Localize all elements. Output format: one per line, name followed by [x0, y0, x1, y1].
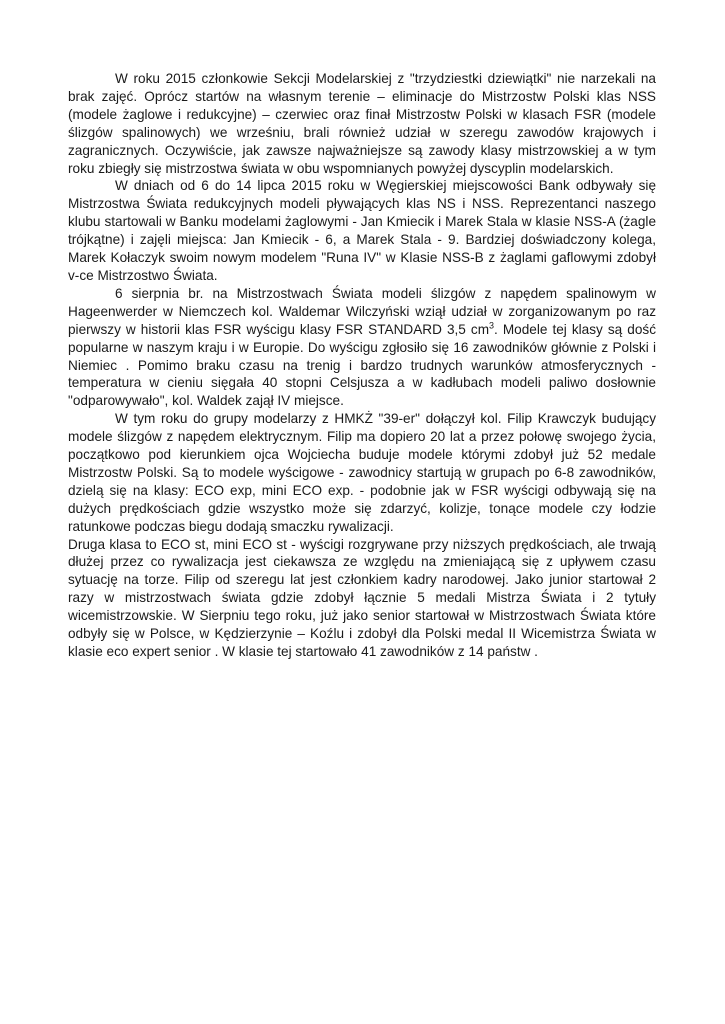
paragraph-3-text-after: . Modele tej klasy są dość popularne w naszym kraju i w Europie. Do wyścigu zgłosiło się 16 zawodników głównie z Polski i Niemiec . Pomimo braku czasu na trenig i bardzo trudnych warunków atmosferycznych - temperatura w cieniu sięgała 40 stopni Celsjusza a w kadłubach modeli paliwo dosłownie "odparowywało", kol. Waldek zajął IV miejsce.	[68, 321, 656, 409]
paragraph-1	[68, 70, 656, 177]
paragraph-2-text: W dniach od 6 do 14 lipca 2015 roku w Węgierskiej miejscowości Bank odbywały się Mistrzostwa Świata redukcyjnych modeli pływających klas NS i NSS. Reprezentanci naszego klubu startowali w Banku modelami żaglowymi - Jan Kmiecik i Marek Stala w klasie NSS-A (żagle trójkątne) i zajęli miejsca: Jan Kmiecik - 6, a Marek Stala - 9. Bardziej doświadczony kolega, Marek Kołaczyk swoim nowym modelem "Runa IV" w Klasie NSS-B z żaglami gaflowymi zdobył v-ce Mistrzostwo Świata.	[68, 178, 656, 283]
paragraph-4-text: W tym roku do grupy modelarzy z HMKŻ "39-er" dołączył kol. Filip Krawczyk budujący modele ślizgów z napędem elektrycznym. Filip ma dopiero 20 lat a przez połowę swojego życia, początkowo pod kierunkiem ojca Wojciecha buduje modele którymi zdobył już 52 medale Mistrzostw Polski. Są to modele wyścigowe - zawodnicy startują w grupach po 6-8 zawodników, dzielą się na klasy: ECO exp, mini ECO exp. - podobnie jak w FSR wyścigi odbywają się na dużych prędkościach gdzie wszystko może się zdarzyć, kolizje, tonące modele czy łodzie ratunkowe podczas biegu dodają smaczku rywalizacji.	[68, 411, 656, 534]
paragraph-5-text: Druga klasa to ECO st, mini ECO st - wyścigi rozgrywane przy niższych prędkościach, ale trwają dłużej przez co rywalizacja jest ciekawsza ze względu na zmieniającą się z upływem czasu sytuację na torze. Filip od szeregu lat jest członkiem kadry narodowej. Jako junior startował 2 razy w mistrzostwach świata gdzie zdobył łącznie 5 medali Mistrza Świata i 2 tytuły wicemistrzowskie. W Sierpniu tego roku, już jako senior startował w Mistrzostwach Świata które odbyły się w Polsce, w Kędzierzynie – Koźlu i zdobył dla Polski medal II Wicemistrza Świata w klasie eco expert senior . W klasie tej startowało 41 zawodników z 14 państw .	[68, 536, 656, 659]
paragraph-5	[68, 536, 656, 661]
paragraph-3	[68, 285, 656, 410]
paragraph-2	[68, 177, 656, 284]
paragraph-4	[68, 410, 656, 535]
paragraph-1-text: W roku 2015 członkowie Sekcji Modelarskiej z "trzydziestki dziewiątki" nie narzekali na brak zajęć. Oprócz startów na własnym terenie – eliminacje do Mistrzostw Polski klas NSS (modele żaglowe i redukcyjne) – czerwiec oraz finał Mistrzostw Polski w klasach FSR (modele ślizgów spalinowych) we wrześniu, brali również udział w szeregu zawodów krajowych i zagranicznych. Oczywiście, jak zawsze najważniejsze są zawody klasy mistrzowskiej a w tym roku zbiegły się mistrzostwa świata w obu wspomnianych powyżej dyscyplin modelarskich.	[68, 71, 656, 176]
paragraph-3-text-before: 6 sierpnia br. na Mistrzostwach Świata modeli ślizgów z napędem spalinowym w Hageenwerder w Niemczech kol. Waldemar Wilczyński wziął udział w zorganizowanym po raz pierwszy w historii klas FSR wyścigu klasy FSR STANDARD 3,5 cm	[68, 285, 656, 337]
superscript-cubic: 3	[489, 320, 495, 331]
document-body	[68, 70, 656, 661]
